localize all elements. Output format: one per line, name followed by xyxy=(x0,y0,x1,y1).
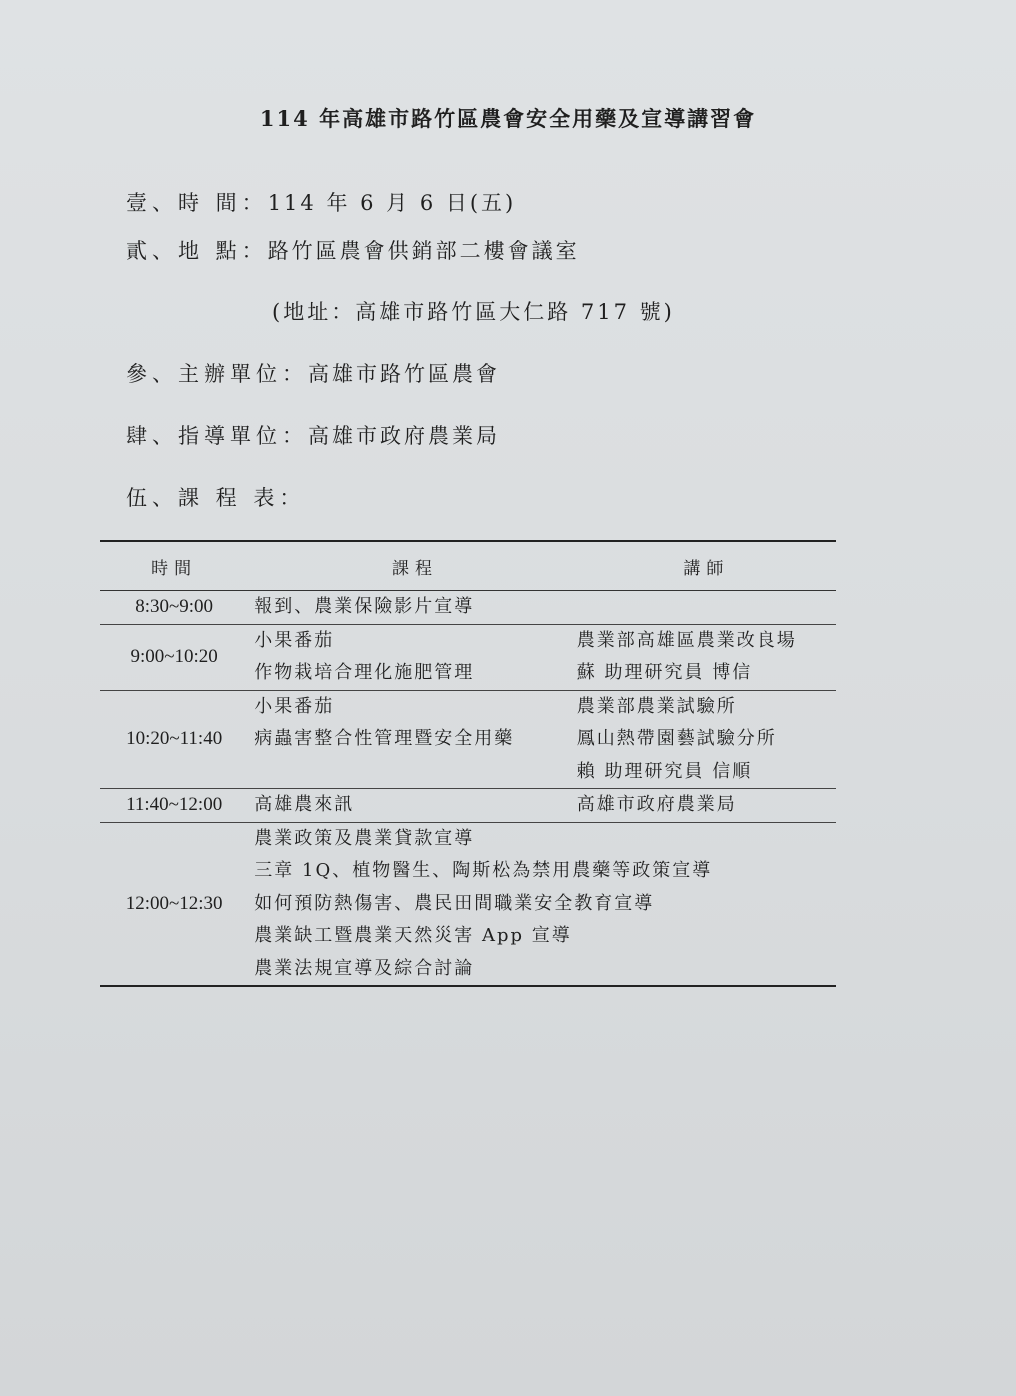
document-title: 114 年高雄市路竹區農會安全用藥及宣導講習會 xyxy=(259,106,757,131)
course-line: 作物栽培合理化施肥管理 xyxy=(254,662,475,683)
table-row xyxy=(100,789,836,823)
info-location xyxy=(126,235,580,265)
row-course xyxy=(248,822,836,986)
info-label: 貳、地 點： xyxy=(126,239,268,263)
schedule-header-row xyxy=(100,541,836,591)
lecturer-line: 農業部農業試驗所 xyxy=(576,695,737,717)
row-time: 11:40~12:00 xyxy=(100,789,248,823)
lecturer-line: 高雄市政府農業局 xyxy=(576,794,737,815)
row-lecturer xyxy=(577,789,836,823)
table-row xyxy=(100,591,836,625)
course-line: 農業缺工暨農業天然災害 App 宣導 xyxy=(254,925,572,946)
info-label: 壹、時 間： xyxy=(126,191,268,215)
info-value: 高雄市政府農業局 xyxy=(308,424,500,448)
row-course xyxy=(248,624,577,690)
table-row xyxy=(100,624,836,690)
table-row xyxy=(100,690,836,789)
row-time: 8:30~9:00 xyxy=(100,591,248,625)
info-value: 114 年 6 月 6 日(五) xyxy=(267,191,517,215)
lecturer-line: 農業部高雄區農業改良場 xyxy=(576,629,797,651)
info-value: 高雄市路竹區農會 xyxy=(308,362,500,386)
row-course xyxy=(248,591,577,625)
info-time xyxy=(126,187,516,217)
row-course xyxy=(248,690,577,789)
row-course xyxy=(248,789,577,823)
info-organizer xyxy=(126,358,500,388)
course-line: 報到、農業保險影片宣導 xyxy=(254,596,475,617)
row-lecturer xyxy=(577,624,836,690)
table-row xyxy=(100,822,836,986)
info-value: 路竹區農會供銷部二樓會議室 xyxy=(267,239,580,263)
row-time: 10:20~11:40 xyxy=(100,690,248,789)
course-line: 小果番茄 xyxy=(254,629,335,651)
row-lecturer xyxy=(577,591,836,625)
course-line: 農業政策及農業貸款宣導 xyxy=(254,827,475,849)
lecturer-line: 蘇 助理研究員 博信 xyxy=(576,662,753,683)
info-label: 伍、課 程 表： xyxy=(126,486,306,510)
course-line: 三章 1Q、植物醫生、陶斯松為禁用農藥等政策宣導 xyxy=(254,860,713,881)
schedule-table xyxy=(100,540,836,987)
header-lecturer: 講師 xyxy=(577,541,836,591)
row-time: 9:00~10:20 xyxy=(100,624,248,690)
info-schedule-heading xyxy=(126,482,305,512)
info-label: 參、主辦單位： xyxy=(126,362,308,386)
lecturer-line: 賴 助理研究員 信順 xyxy=(576,760,753,782)
info-supervisor xyxy=(126,420,500,450)
course-line: 高雄農來訊 xyxy=(254,794,355,815)
course-line: 如何預防熱傷害、農民田間職業安全教育宣導 xyxy=(254,892,655,914)
course-line: 小果番茄 xyxy=(254,695,335,717)
info-address xyxy=(272,296,675,326)
course-line: 農業法規宣導及綜合討論 xyxy=(254,957,475,979)
lecturer-line: 鳳山熱帶園藝試驗分所 xyxy=(576,728,777,749)
info-value: (地址：高雄市路竹區大仁路 717 號) xyxy=(272,300,675,324)
row-time: 12:00~12:30 xyxy=(100,822,248,986)
course-line: 病蟲害整合性管理暨安全用藥 xyxy=(254,728,515,749)
course-line-blank xyxy=(254,756,577,789)
row-lecturer xyxy=(577,690,836,789)
info-label: 肆、指導單位： xyxy=(126,424,308,448)
header-time: 時間 xyxy=(100,541,248,591)
header-course: 課程 xyxy=(248,541,577,591)
